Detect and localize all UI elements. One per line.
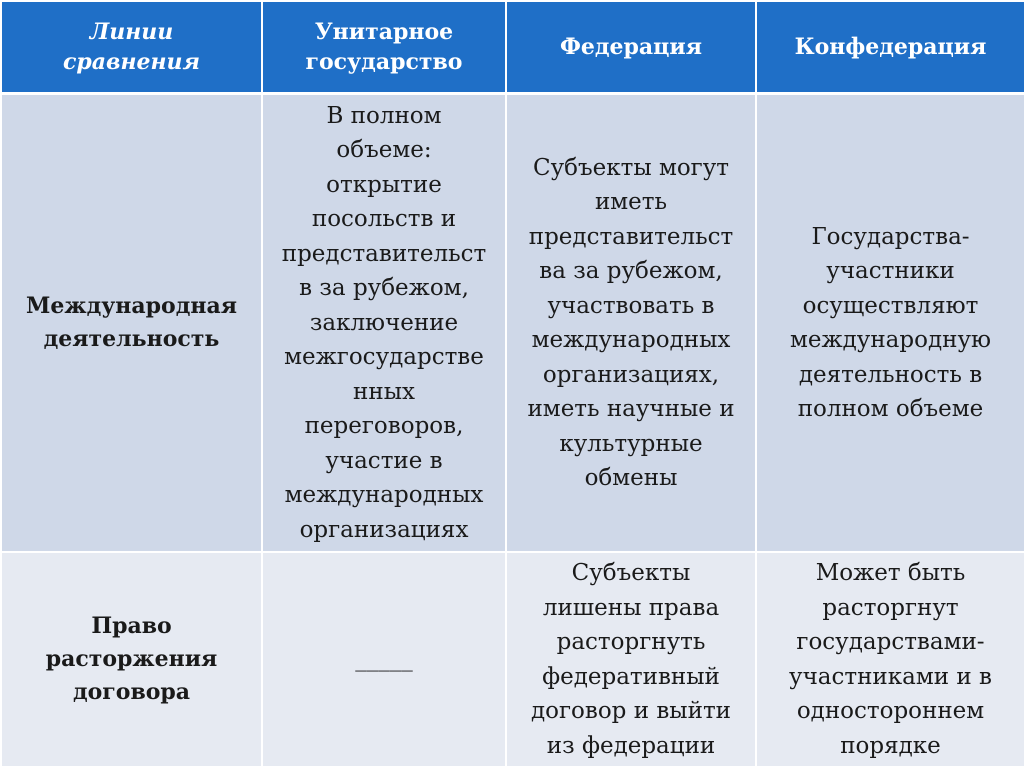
cell-confederation	[756, 94, 1024, 553]
cell-text: Может быть расторгнут государствами- участниками и в одностороннем порядке	[789, 560, 992, 759]
row-label-international-activity	[1, 94, 262, 553]
header-confederation	[756, 1, 1024, 94]
header-comparison-lines	[1, 1, 262, 94]
row-label-text: Право расторжения договора	[45, 613, 218, 705]
cell-federation	[506, 552, 756, 767]
header-label: Унитарное государство	[305, 19, 463, 75]
header-label: Федерация	[560, 34, 702, 60]
cell-text: Субъекты могут иметь представительст ва за рубежом, участвовать в международных организациях, иметь научные и культурные обмены	[527, 154, 735, 491]
header-federation	[506, 1, 756, 94]
cell-text: В полном объеме: открытие посольств и представительст в за рубежом, заключение межгосударстве нных переговоров, участие в международных организациях	[281, 102, 487, 543]
cell-text: Субъекты лишены права расторгнуть федеративный договор и выйти из федерации	[530, 560, 731, 759]
header-row	[1, 1, 1024, 94]
header-label: Конфедерация	[794, 34, 987, 60]
cell-unitary	[262, 552, 506, 767]
table-row	[1, 94, 1024, 553]
row-label-termination-right	[1, 552, 262, 767]
table-row	[1, 552, 1024, 767]
cell-federation	[506, 94, 756, 553]
cell-confederation	[756, 552, 1024, 767]
header-unitary-state	[262, 1, 506, 94]
cell-text: Государства- участники осуществляют международную деятельность в полном объеме	[789, 223, 991, 422]
cell-unitary	[262, 94, 506, 553]
row-label-text: Международная деятельность	[26, 293, 237, 352]
header-label: Линии сравнения	[62, 19, 201, 75]
empty-dash: _____	[355, 646, 413, 673]
